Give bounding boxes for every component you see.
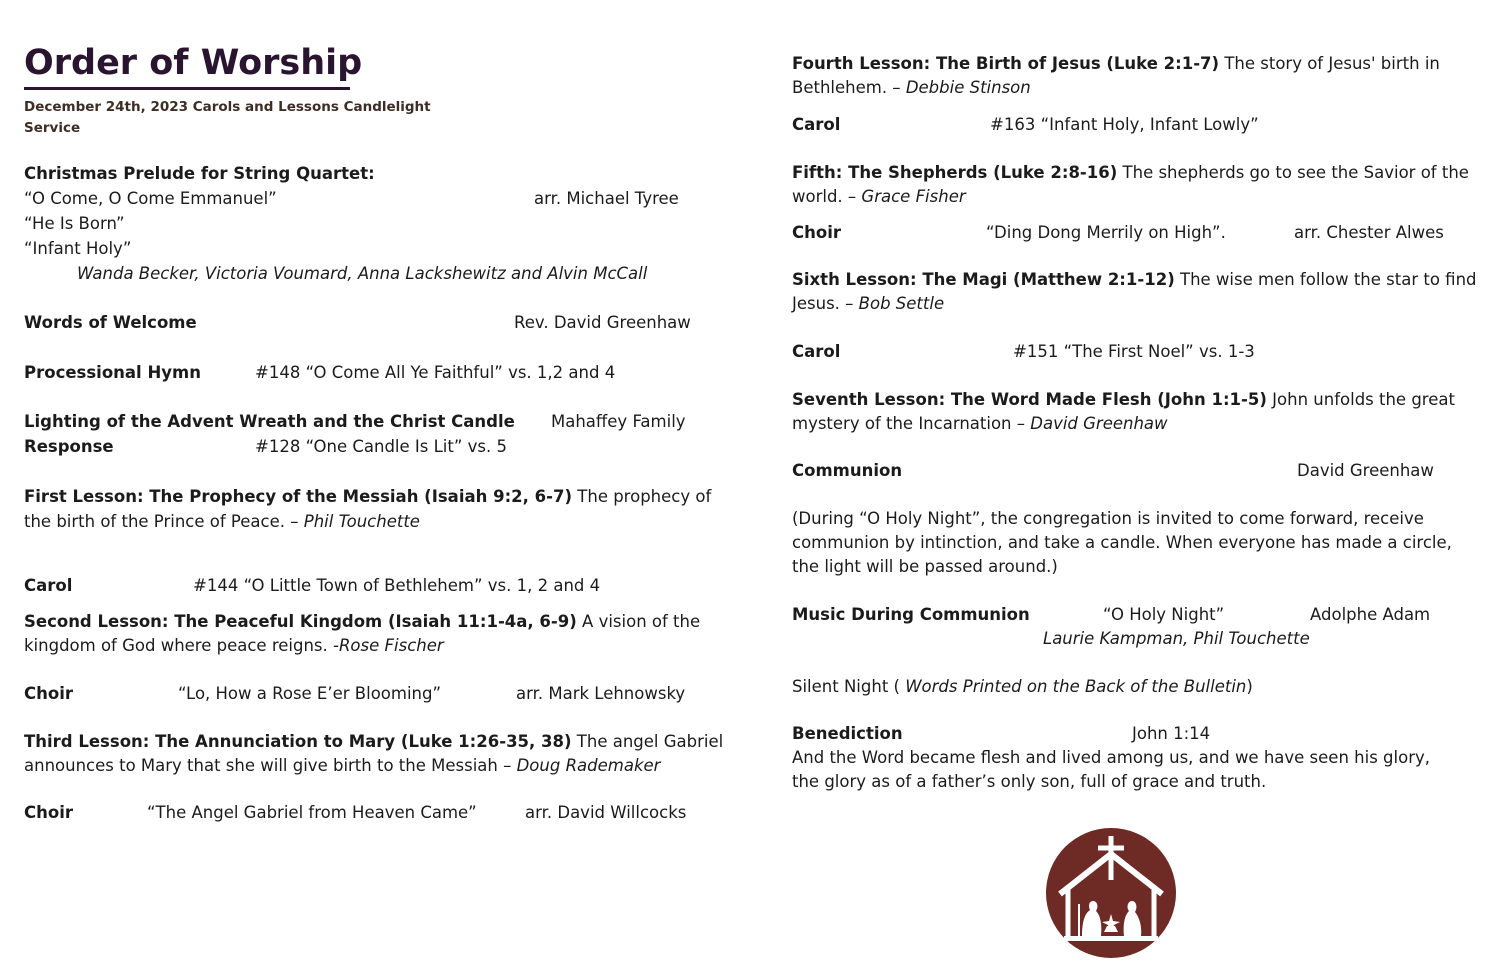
lesson2-text-b: kingdom of God where peace reigns. - xyxy=(24,636,339,655)
benediction-line2: the glory as of a father’s only son, full of grace and truth. xyxy=(792,772,1267,791)
prelude-heading: Christmas Prelude for String Quartet: xyxy=(24,164,375,183)
silent-night-note: Words Printed on the Back of the Bulletin xyxy=(905,677,1247,696)
lesson6-reader: Bob Settle xyxy=(858,294,945,313)
prelude-piece-3: “Infant Holy” xyxy=(24,239,132,258)
silent-night-line xyxy=(792,675,1253,699)
lesson7-text-b: mystery of the Incarnation – xyxy=(792,414,1031,433)
lesson4-line2 xyxy=(792,76,1031,100)
lesson1-text-b: the birth of the Prince of Peace. – xyxy=(24,512,304,531)
welcome-label: Words of Welcome xyxy=(24,313,197,332)
lesson5-text-a: The shepherds go to see the Savior of the xyxy=(1117,163,1469,182)
processional-hymn: #148 “O Come All Ye Faithful” vs. 1,2 and 4 xyxy=(255,363,616,382)
lesson6-text-a: The wise men follow the star to find xyxy=(1174,270,1477,289)
service-subtitle-line2: Service xyxy=(24,120,81,136)
lesson5-line1 xyxy=(792,161,1469,185)
lesson1-text-a: The prophecy of xyxy=(572,487,712,506)
lesson7-line2 xyxy=(792,412,1168,436)
lesson1-reader: Phil Touchette xyxy=(303,512,420,531)
benediction-ref: John 1:14 xyxy=(1132,724,1211,743)
lesson3-reader: Doug Rademaker xyxy=(516,756,661,775)
lesson3-title: Third Lesson: The Annunciation to Mary (Luke 1:26-35, 38) xyxy=(24,732,572,751)
prelude-performers: Wanda Becker, Victoria Voumard, Anna Lackshewitz and Alvin McCall xyxy=(77,264,648,283)
lesson5-text-b: world. – xyxy=(792,187,862,206)
lesson5-reader: Grace Fisher xyxy=(861,187,966,206)
music-performers: Laurie Kampman, Phil Touchette xyxy=(1043,629,1310,648)
lesson6-line2 xyxy=(792,292,944,316)
lesson2-text-a: A vision of the xyxy=(576,612,701,631)
lesson4-text-b: Bethlehem. – xyxy=(792,78,906,97)
lesson2-title: Second Lesson: The Peaceful Kingdom (Isaiah 11:1-4a, 6-9) xyxy=(24,612,577,631)
carol1-hymn: #144 “O Little Town of Bethlehem” vs. 1, 2 and 4 xyxy=(193,576,601,595)
choir3-arranger: arr. Chester Alwes xyxy=(1294,223,1444,242)
choir2-piece: “The Angel Gabriel from Heaven Came” xyxy=(147,803,477,822)
stable-ground xyxy=(1064,936,1158,941)
prelude-piece-2: “He Is Born” xyxy=(24,214,125,233)
lesson2-reader: Rose Fischer xyxy=(338,636,444,655)
response-label: Response xyxy=(24,437,114,456)
silent-night-text: Silent Night ( xyxy=(792,677,906,696)
welcome-leader: Rev. David Greenhaw xyxy=(514,313,691,332)
lesson5-line2 xyxy=(792,185,966,209)
lesson4-title: Fourth Lesson: The Birth of Jesus (Luke 2:1-7) xyxy=(792,54,1220,73)
lesson3-text-b: announces to Mary that she will give birth to the Messiah – xyxy=(24,756,517,775)
lesson2-line1 xyxy=(24,610,700,634)
lesson6-text-b: Jesus. – xyxy=(792,294,859,313)
carol1-label: Carol xyxy=(24,576,73,595)
carol3-hymn: #151 “The First Noel” vs. 1-3 xyxy=(1013,342,1255,361)
lesson1-line1 xyxy=(24,485,711,509)
lesson7-text-a: John unfolds the great xyxy=(1266,390,1455,409)
choir1-piece: “Lo, How a Rose E’er Blooming” xyxy=(178,684,442,703)
page-title: Order of Worship xyxy=(24,43,363,83)
lesson6-title: Sixth Lesson: The Magi (Matthew 2:1-12) xyxy=(792,270,1175,289)
lesson3-line2 xyxy=(24,754,660,778)
choir1-arranger: arr. Mark Lehnowsky xyxy=(516,684,686,703)
lesson6-line1 xyxy=(792,268,1477,292)
music-label: Music During Communion xyxy=(792,605,1030,624)
carol3-label: Carol xyxy=(792,342,841,361)
lesson2-line2 xyxy=(24,634,444,658)
benediction-line1: And the Word became flesh and lived among us, and we have seen his glory, xyxy=(792,748,1430,767)
music-composer: Adolphe Adam xyxy=(1310,605,1431,624)
lesson4-text-a: The story of Jesus' birth in xyxy=(1219,54,1440,73)
response-hymn: #128 “One Candle Is Lit” vs. 5 xyxy=(255,437,508,456)
lesson4-line1 xyxy=(792,52,1440,76)
lesson7-reader: David Greenhaw xyxy=(1030,414,1168,433)
lesson1-line2 xyxy=(24,510,420,534)
title-underline xyxy=(24,87,350,90)
silent-night-close: ) xyxy=(1246,677,1253,696)
communion-note-line2: communion by intinction, and take a candle. When everyone has made a circle, xyxy=(792,533,1452,552)
choir3-label: Choir xyxy=(792,223,841,242)
choir2-label: Choir xyxy=(24,803,73,822)
lesson4-reader: Debbie Stinson xyxy=(905,78,1031,97)
communion-note-line1: (During “O Holy Night”, the congregation is invited to come forward, receive xyxy=(792,509,1424,528)
prelude-piece-1: “O Come, O Come Emmanuel” xyxy=(24,189,277,208)
lesson5-title: Fifth: The Shepherds (Luke 2:8-16) xyxy=(792,163,1118,182)
lesson7-title: Seventh Lesson: The Word Made Flesh (John 1:1-5) xyxy=(792,390,1267,409)
music-piece: “O Holy Night” xyxy=(1103,605,1225,624)
choir3-piece: “Ding Dong Merrily on High”. xyxy=(986,223,1226,242)
lesson3-line1 xyxy=(24,730,723,754)
advent-label: Lighting of the Advent Wreath and the Christ Candle xyxy=(24,412,515,431)
communion-label: Communion xyxy=(792,461,903,480)
lesson7-line1 xyxy=(792,388,1455,412)
advent-family: Mahaffey Family xyxy=(551,412,686,431)
carol2-label: Carol xyxy=(792,115,841,134)
carol2-hymn: #163 “Infant Holy, Infant Lowly” xyxy=(990,115,1259,134)
service-subtitle-line1: December 24th, 2023 Carols and Lessons Candlelight xyxy=(24,99,431,115)
prelude-arranger: arr. Michael Tyree xyxy=(534,189,679,208)
benediction-label: Benediction xyxy=(792,724,903,743)
lesson3-text-a: The angel Gabriel xyxy=(571,732,724,751)
choir2-arranger: arr. David Willcocks xyxy=(525,803,687,822)
lesson1-title: First Lesson: The Prophecy of the Messiah (Isaiah 9:2, 6-7) xyxy=(24,487,573,506)
communion-leader: David Greenhaw xyxy=(1297,461,1434,480)
nativity-icon xyxy=(1046,828,1176,958)
choir1-label: Choir xyxy=(24,684,73,703)
communion-note-line3: the light will be passed around.) xyxy=(792,557,1058,576)
processional-label: Processional Hymn xyxy=(24,363,201,382)
